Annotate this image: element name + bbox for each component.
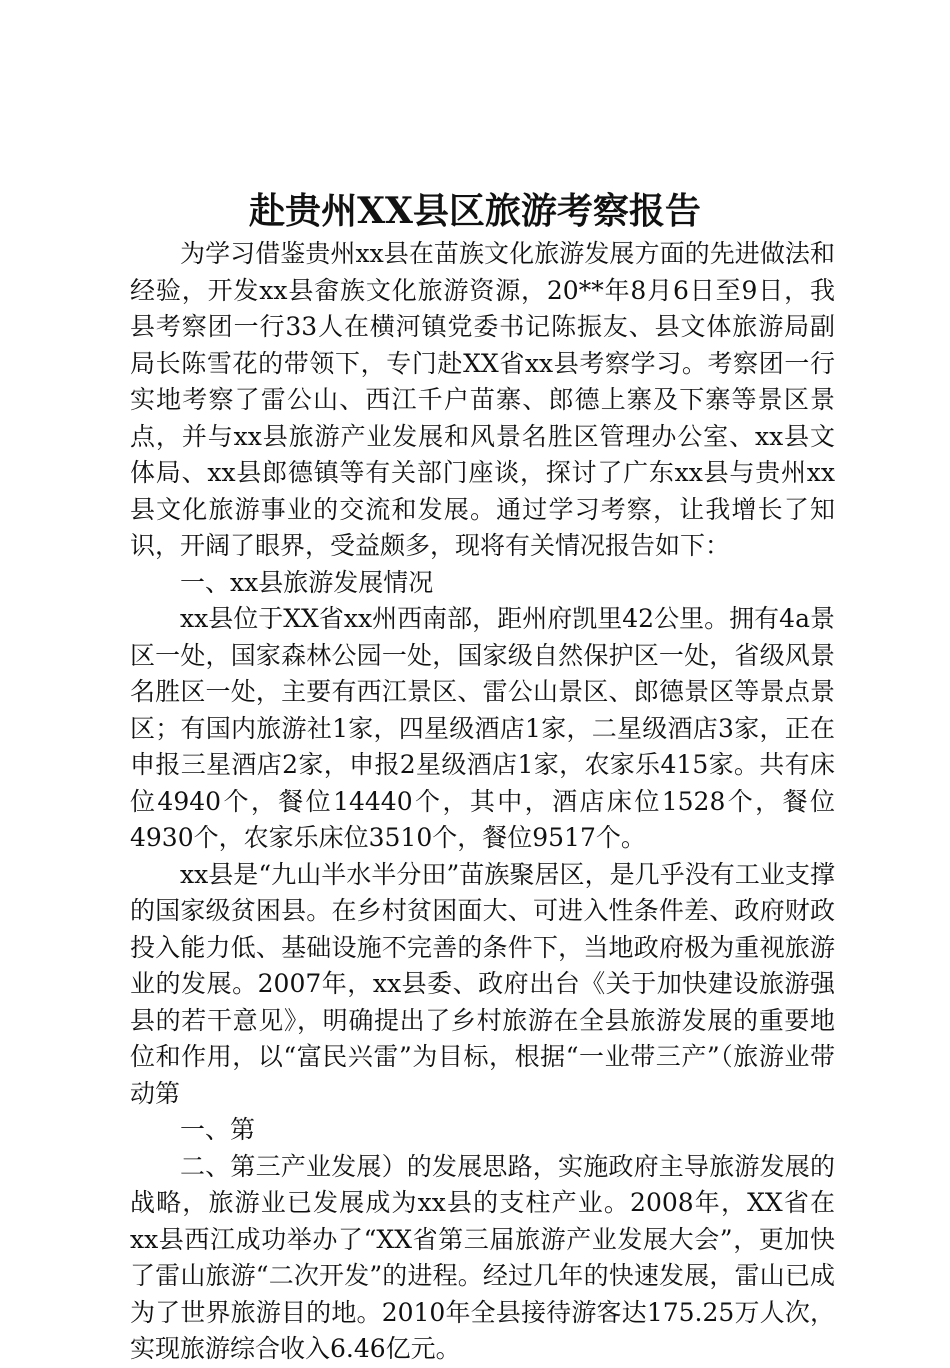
paragraph-fragment: 一、第	[180, 1115, 256, 1144]
document-body	[130, 236, 835, 1368]
document-title: 赴贵州XX县区旅游考察报告	[249, 190, 701, 232]
paragraph-development: xx县是“九山半水半分田”苗族聚居区，是几乎没有工业支撑的国家级贫困县。在乡村贫困面大、可进入性条件差、政府财政投入能力低、基础设施不完善的条件下，当地政府极为重视旅游业的发展。2007年，xx县委、政府出台《关于加快建设旅游强县的若干意见》，明确提出了乡村旅游在全县旅游发展的重要地位和作用，以“富民兴雷”为目标，根据“一业带三产”（旅游业带动第	[130, 859, 835, 1108]
section-heading-1: 一、xx县旅游发展情况	[180, 567, 434, 597]
paragraph-results: 二、第三产业发展）的发展思路，实施政府主导旅游发展的战略，旅游业已发展成为xx县的支柱产业。2008年，XX省在xx县西江成功举办了“XX省第三届旅游产业发展大会”，更加快了雷山旅游“二次开发”的进程。经过几年的快速发展，雷山已成为了世界旅游目的地。2010年全县接待游客达175.25万人次，实现旅游综合收入6.46亿元。	[130, 1151, 835, 1363]
paragraph-overview: xx县位于XX省xx州西南部，距州府凯里42公里。拥有4a景区一处，国家森林公园一处，国家级自然保护区一处，省级风景名胜区一处，主要有西江景区、雷公山景区、郎德景区等景点景区；有国内旅游社1家，四星级酒店1家，二星级酒店3家，正在申报三星酒店2家，申报2星级酒店1家，农家乐415家。共有床位4940个，餐位14440个，其中，酒店床位1528个，餐位4930个，农家乐床位3510个，餐位9517个。	[130, 604, 835, 852]
paragraph-intro: 为学习借鉴贵州xx县在苗族文化旅游发展方面的先进做法和经验，开发xx县畲族文化旅游资源，20**年8月6日至9日，我县考察团一行33人在横河镇党委书记陈振友、县文体旅游局副局长陈雪花的带领下，专门赴XX省xx县考察学习。考察团一行实地考察了雷公山、西江千户苗寨、郎德上寨及下寨等景区景点，并与xx县旅游产业发展和风景名胜区管理办公室、xx县文体局、xx县郎德镇等有关部门座谈，探讨了广东xx县与贵州xx县文化旅游事业的交流和发展。通过学习考察，让我增长了知识，开阔了眼界，受益颇多，现将有关情况报告如下：	[130, 239, 835, 560]
